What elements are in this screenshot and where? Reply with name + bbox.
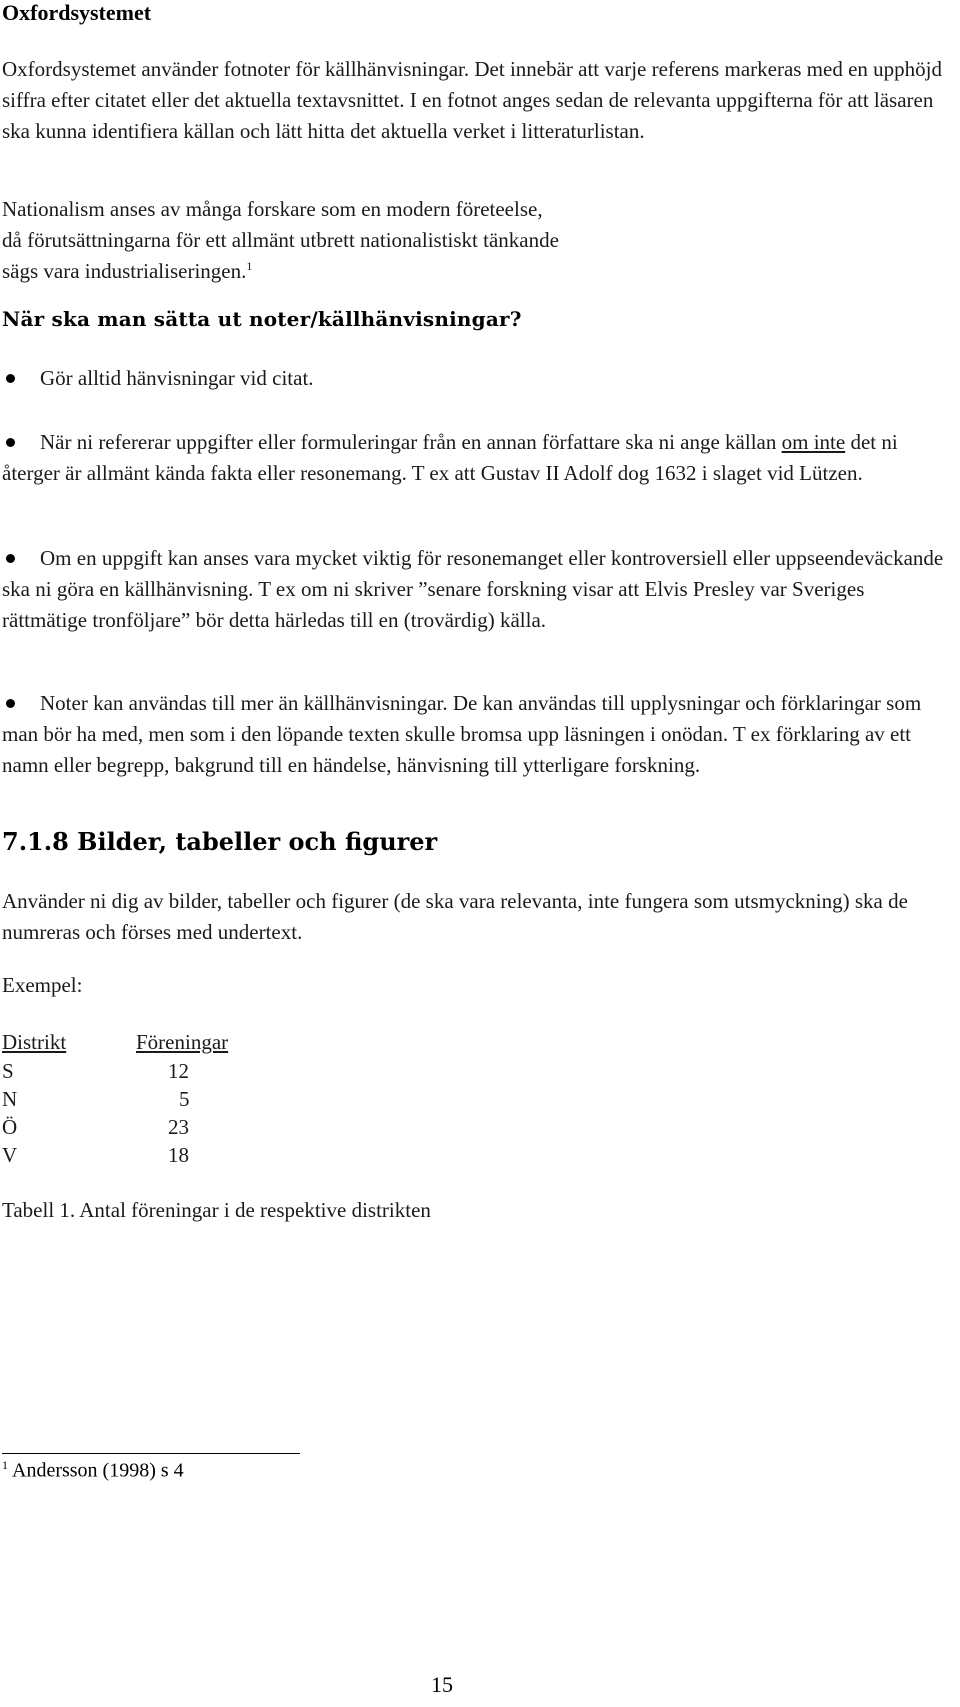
- bullet-item-4: Noter kan användas till mer än källhänvisningar. De kan användas till upplysningar och förklaringar som man bör ha med, men som i den löpande texten skulle bromsa upp läsningen i onödan. T ex förklaring av ett namn eller begrepp, bakgrund till en händelse, hänvisning till ytterligare forskning.: [2, 691, 922, 777]
- table-row: [2, 1141, 302, 1170]
- example-quote-text: Nationalism anses av många forskare som en modern företeelse, då förutsättningarna för ett allmänt utbrett nationalistiskt tänkande sägs vara industrialiseringen.: [2, 197, 559, 283]
- table-cell-district: S: [2, 1059, 14, 1083]
- paragraph-figures: Använder ni dig av bilder, tabeller och figurer (de ska vara relevanta, inte fungera som utsmyckning) ska de numreras och förses med undertext.: [2, 889, 908, 944]
- heading-oxfordsystemet: Oxfordsystemet: [2, 0, 152, 25]
- bullet-2-underlined: om inte: [781, 430, 846, 454]
- footnote-mark: 1: [2, 1458, 8, 1472]
- table-cell-district: N: [2, 1087, 18, 1111]
- bullet-item-3: Om en uppgift kan anses vara mycket viktig för resonemanget eller kontroversiell eller uppseendeväckande ska ni göra en källhänvisning. T ex om ni skriver ”senare forskning visar att Elvis Presley var Sveriges rättmätige tronföljare” bör detta härledas till en (trovärdig) källa.: [2, 546, 944, 632]
- paragraph-intro: Oxfordsystemet använder fotnoter för källhänvisningar. Det innebär att varje referens markeras med en upphöjd siffra efter citatet eller det aktuella textavsnittet. I en fotnot anges sedan de relevanta uppgifterna för att läsaren ska kunna identifiera källan och lätt hitta det aktuella verket i litteraturlistan.: [2, 57, 942, 143]
- bullet-item-2: [2, 427, 952, 489]
- table-row: [2, 1113, 302, 1142]
- table-caption: Tabell 1. Antal föreningar i de respektive distrikten: [2, 1198, 431, 1222]
- bullet-2-text-b: det ni återger är allmänt kända fakta eller resonemang. T ex att Gustav II Adolf dog 1632 i slaget vid Lützen.: [2, 430, 898, 485]
- table-header-district: Distrikt: [2, 1030, 67, 1054]
- footnote-reference[interactable]: 1: [246, 259, 253, 273]
- heading-section-7-1-8: 7.1.8 Bilder, tabeller och figurer: [2, 827, 438, 856]
- example-label: Exempel:: [2, 973, 83, 997]
- footnote-text: Andersson (1998) s 4: [12, 1459, 184, 1482]
- table-row: [2, 1057, 302, 1086]
- table-header-row: [2, 1028, 302, 1057]
- footnote-separator: [2, 1453, 300, 1454]
- table-cell-count: 23: [168, 1115, 189, 1139]
- table-cell-district: Ö: [2, 1115, 18, 1139]
- table-cell-district: V: [2, 1143, 18, 1167]
- heading-when-notes: När ska man sätta ut noter/källhänvisningar?: [2, 307, 522, 331]
- table-header-associations: Föreningar: [136, 1030, 229, 1054]
- footnote: [2, 1458, 184, 1483]
- bullet-item-1: Gör alltid hänvisningar vid citat.: [40, 366, 314, 390]
- table-cell-count: 18: [168, 1143, 189, 1167]
- table-row: [2, 1085, 302, 1114]
- bullet-2-text-a: När ni refererar uppgifter eller formuleringar från en annan författare ska ni ange källan: [40, 430, 782, 454]
- bullet-icon: [6, 374, 15, 383]
- paragraph-example-quote: [2, 194, 562, 287]
- table-cell-count: 5: [179, 1087, 190, 1111]
- table-cell-count: 12: [168, 1059, 189, 1083]
- page-number: 15: [431, 1672, 453, 1697]
